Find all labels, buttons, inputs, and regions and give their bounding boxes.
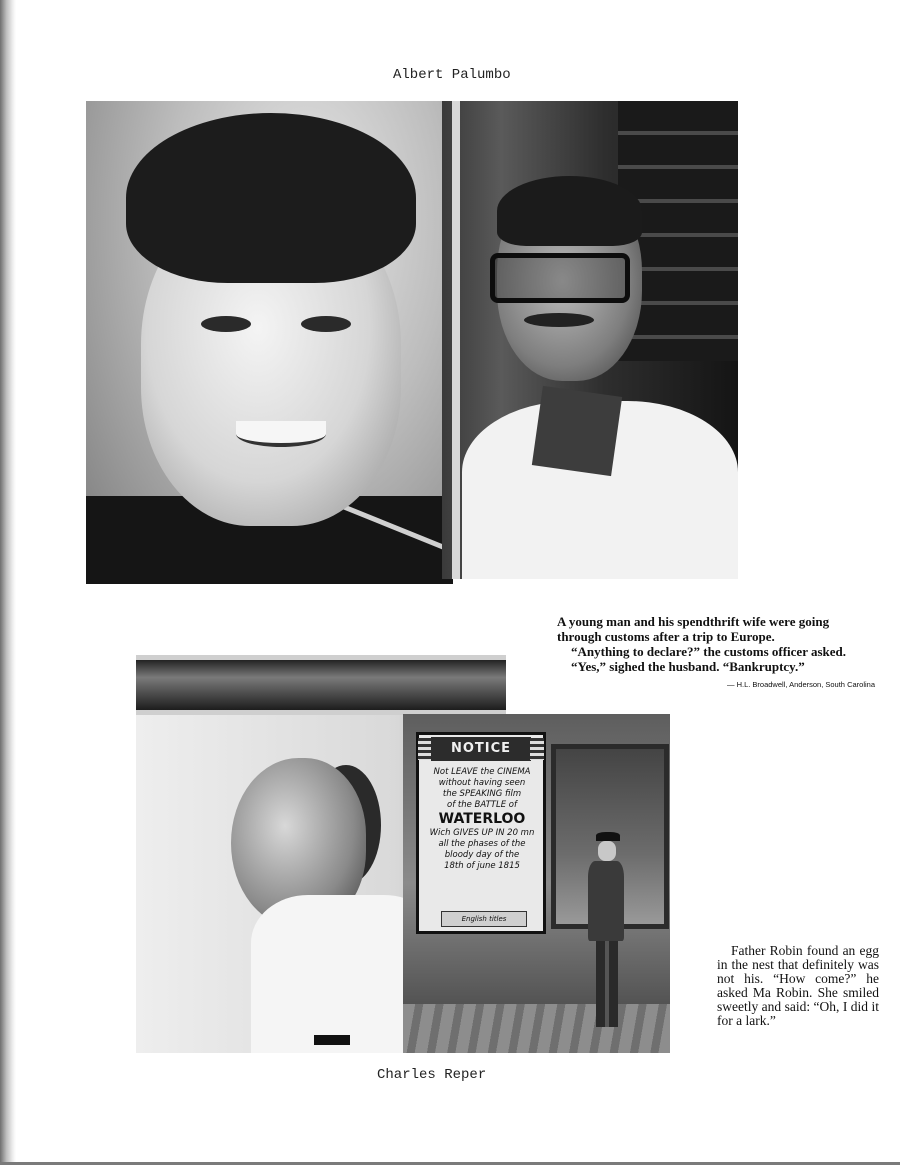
overhead-pipe [136, 660, 506, 710]
joke-customs [557, 614, 875, 692]
sign-line: of the BATTLE of [447, 800, 517, 810]
photo-young-sailor [86, 101, 453, 584]
sign-line: bloody day of the [444, 850, 520, 860]
notice-sign [416, 732, 546, 934]
pocket-pen [314, 1035, 350, 1045]
sign-line: Not LEAVE the CINEMA [433, 767, 531, 777]
man-hair [497, 176, 642, 246]
joke-customs-line3: “Yes,” sighed the husband. “Bankruptcy.” [571, 659, 805, 674]
soldier-figure [588, 832, 624, 1027]
photo-notice-sign-soldier [403, 714, 670, 1053]
caption-charles-reper: Charles Reper [377, 1067, 487, 1083]
sign-waterloo: WATERLOO [438, 811, 526, 827]
sign-line: the SPEAKING film [442, 789, 522, 799]
flag-icon-left [418, 738, 432, 760]
soldier-cap [596, 832, 620, 841]
sign-footer: English titles [441, 911, 527, 927]
soldier-uniform [588, 861, 624, 941]
notice-sign-title: NOTICE [431, 737, 531, 761]
photo-man-with-glasses [442, 101, 738, 579]
caption-albert-palumbo: Albert Palumbo [393, 67, 511, 83]
sailor-smile [236, 421, 326, 447]
joke-robin [717, 944, 879, 1028]
notice-sign-text [423, 767, 541, 872]
sidewalk [403, 1004, 670, 1053]
page-binding-shadow [0, 0, 16, 1165]
mustache [524, 313, 594, 327]
sailor-hair [126, 113, 416, 283]
joke-customs-line1: A young man and his spendthrift wife were going through customs after a trip to Europe. [557, 614, 830, 644]
joke-customs-line2: “Anything to declare?” the customs officer asked. [571, 644, 847, 659]
eyeglasses [490, 253, 630, 303]
sign-line: all the phases of the [438, 839, 526, 849]
sailor-right-eye [301, 316, 351, 332]
neck [532, 386, 622, 476]
door-frame [452, 101, 460, 579]
sign-line: without having seen [438, 778, 526, 788]
soldier-legs [596, 941, 618, 1027]
sailor-left-eye [201, 316, 251, 332]
joke-robin-text: Father Robin found an egg in the nest that definitely was not his. “How come?” he asked Ma Robin. She smiled sweetly and said: “Oh, I did it for a lark.” [717, 943, 879, 1028]
flag-icon-right [530, 738, 544, 760]
joke-customs-credit: — H.L. Broadwell, Anderson, South Carolina [727, 680, 875, 689]
soldier-face [598, 841, 616, 861]
sign-line: 18th of june 1815 [444, 861, 520, 871]
sign-line: Wich GIVES UP IN 20 mn [429, 828, 535, 838]
